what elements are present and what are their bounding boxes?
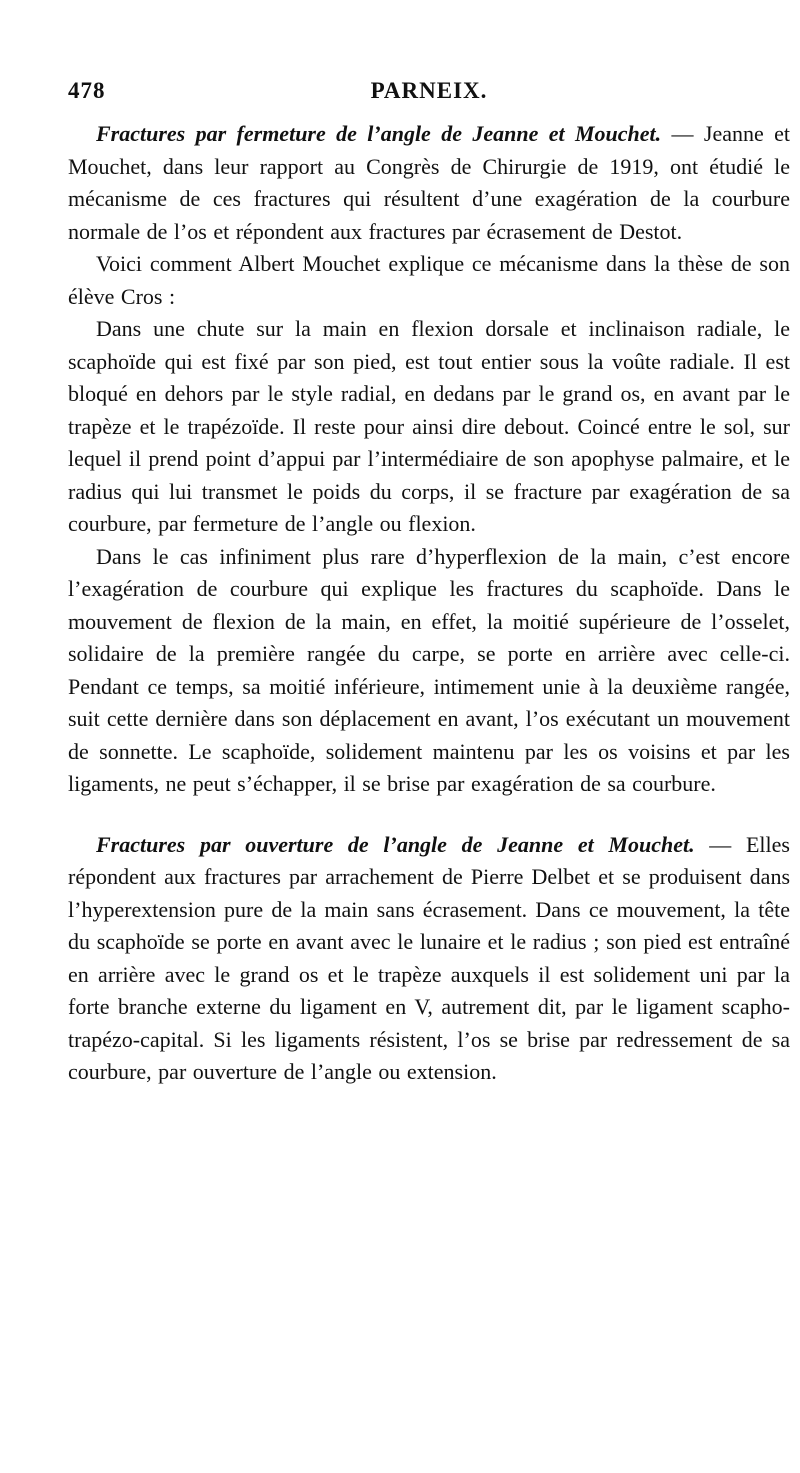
paragraph-text: Dans le cas infiniment plus rare d’hyperflexion de la main, c’est encore l’exagération de courbure qui explique les fractures du scaphoïde. Dans le mouvement de flexion de la main, en effet, la moitié supérieure de l’osselet, solidaire de la première rangée du carpe, se porte en arrière avec celle-ci. Pendant ce temps, sa moitié inférieure, intimement unie à la deuxième rangée, suit cette dernière dans son déplacement en avant, l’os exécutant un mouvement de sonnette. Le scaphoïde, solidement maintenu par les os voisins et par les ligaments, ne peut s’échapper, il se brise par exagération de sa courbure. xyxy=(68,543,790,796)
running-title: PARNEIX. xyxy=(370,78,488,103)
page-number: 478 xyxy=(68,78,106,103)
paragraph-intro-mouchet xyxy=(68,248,790,313)
book-page xyxy=(68,0,790,1473)
paragraph-flexion-dorsale xyxy=(68,313,790,541)
body-text xyxy=(68,118,790,1089)
paragraph-hyperflexion xyxy=(68,541,790,801)
paragraph-text: Voici comment Albert Mouchet explique ce mécanisme dans la thèse de son élève Cros : xyxy=(68,251,790,309)
section-heading-ouverture: Fractures par ouverture de l’angle de Jeanne et Mouchet. xyxy=(96,831,695,857)
paragraph-ouverture xyxy=(68,829,790,1089)
paragraph-text: — Jeanne et Mouchet, dans leur rapport au Congrès de Chirurgie de 1919, ont étudié le mécanisme de ces fractures qui résultent d’une exagération de la courbure normale de l’os et répondent aux fractures par écrasement de Destot. xyxy=(68,121,790,244)
running-head xyxy=(68,78,790,110)
paragraph-text: — Elles répondent aux fractures par arrachement de Pierre Delbet et se produisent dans l’hyperextension pure de la main sans écrasement. Dans ce mouvement, la tête du scaphoïde se porte en avant avec le lunaire et le radius ; son pied est entraîné en arrière avec le grand os et le trapèze auxquels il est solidement uni par la forte branche externe du ligament en V, autrement dit, par le ligament scapho-trapézo-capital. Si les ligaments résistent, l’os se brise par redressement de sa courbure, par ouverture de l’angle ou extension. xyxy=(68,831,790,1084)
paragraph-text: Dans une chute sur la main en flexion dorsale et inclinaison radiale, le scaphoïde qui est fixé par son pied, est tout entier sous la voûte radiale. Il est bloqué en dehors par le style radial, en dedans par le grand os, en avant par le trapèze et le trapézoïde. Il reste pour ainsi dire debout. Coincé entre le sol, sur lequel il prend point d’appui par l’intermédiaire de son apophyse palmaire, et le radius qui lui transmet le poids du corps, il se fracture par exagération de sa courbure, par fermeture de l’angle ou flexion. xyxy=(68,316,790,536)
paragraph-fermeture xyxy=(68,118,790,248)
section-heading-fermeture: Fractures par fermeture de l’angle de Jeanne et Mouchet. xyxy=(96,121,662,146)
